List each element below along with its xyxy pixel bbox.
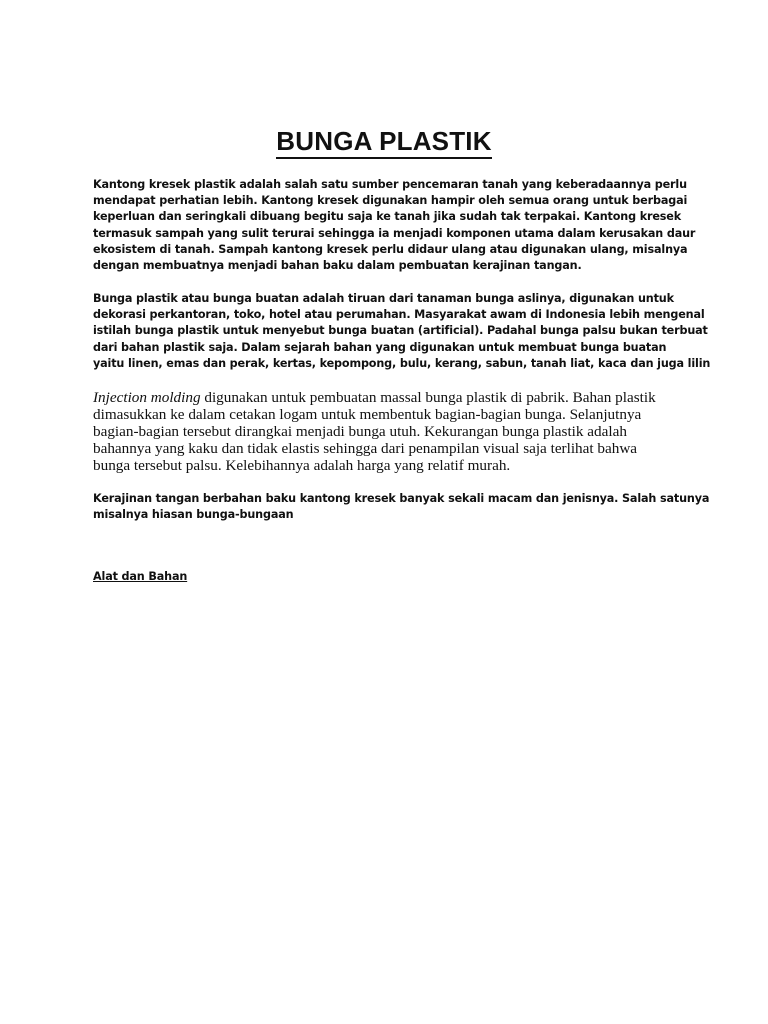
paragraph-line: dekorasi perkantoran, toko, hotel atau perumahan. Masyarakat awam di Indonesia lebih mengenal (93, 308, 705, 321)
paragraph-line: bagian-bagian tersebut dirangkai menjadi bunga utuh. Kekurangan bunga plastik adalah (93, 423, 627, 440)
paragraph-line: dari bahan plastik saja. Dalam sejarah bahan yang digunakan untuk membuat bunga buatan (93, 341, 667, 354)
subheading-alat-dan-bahan: Alat dan Bahan (93, 570, 188, 583)
paragraph-line: termasuk sampah yang sulit terurai sehingga ia menjadi komponen utama dalam kerusakan daur (93, 227, 696, 240)
paragraph-line: Kantong kresek plastik adalah salah satu sumber pencemaran tanah yang keberadaannya perlu (93, 178, 687, 191)
paragraph-line: ekosistem di tanah. Sampah kantong kresek perlu didaur ulang atau digunakan ulang, misalnya (93, 243, 688, 256)
paragraph-line: Bunga plastik atau bunga buatan adalah tiruan dari tanaman bunga aslinya, digunakan untuk (93, 292, 674, 305)
paragraph-line: keperluan dan seringkali dibuang begitu saja ke tanah jika sudah tak terpakai. Kantong kresek (93, 210, 682, 223)
paragraph-line: bunga tersebut palsu. Kelebihannya adalah harga yang relatif murah. (93, 457, 511, 474)
paragraph-line-rest: digunakan untuk pembuatan massal bunga plastik di pabrik. Bahan plastik (200, 389, 656, 406)
document-title-text: BUNGA PLASTIK (276, 126, 491, 159)
paragraph-line: bahannya yang kaku dan tidak elastis sehingga dari penampilan visual saja terlihat bahwa (93, 440, 638, 457)
paragraph-line: dimasukkan ke dalam cetakan logam untuk membentuk bagian-bagian bunga. Selanjutnya (93, 406, 642, 423)
paragraph-line: istilah bunga plastik untuk menyebut bunga buatan (artificial). Padahal bunga palsu bukan terbuat (93, 324, 708, 337)
document-title (0, 124, 768, 158)
paragraph-line: dengan membuatnya menjadi bahan baku dalam pembuatan kerajinan tangan. (93, 259, 582, 272)
paragraph-line: Kerajinan tangan berbahan baku kantong kresek banyak sekali macam dan jenisnya. Salah satunya (93, 492, 710, 505)
paragraph-line: mendapat perhatian lebih. Kantong kresek digunakan hampir oleh semua orang untuk berbagai (93, 194, 688, 207)
italic-term: Injection molding (93, 389, 201, 406)
paragraph-line (93, 389, 656, 406)
paragraph-line: yaitu linen, emas dan perak, kertas, kepompong, bulu, kerang, sabun, tanah liat, kaca dan juga lilin (93, 357, 711, 370)
paragraph-line: misalnya hiasan bunga-bungaan (93, 508, 294, 521)
